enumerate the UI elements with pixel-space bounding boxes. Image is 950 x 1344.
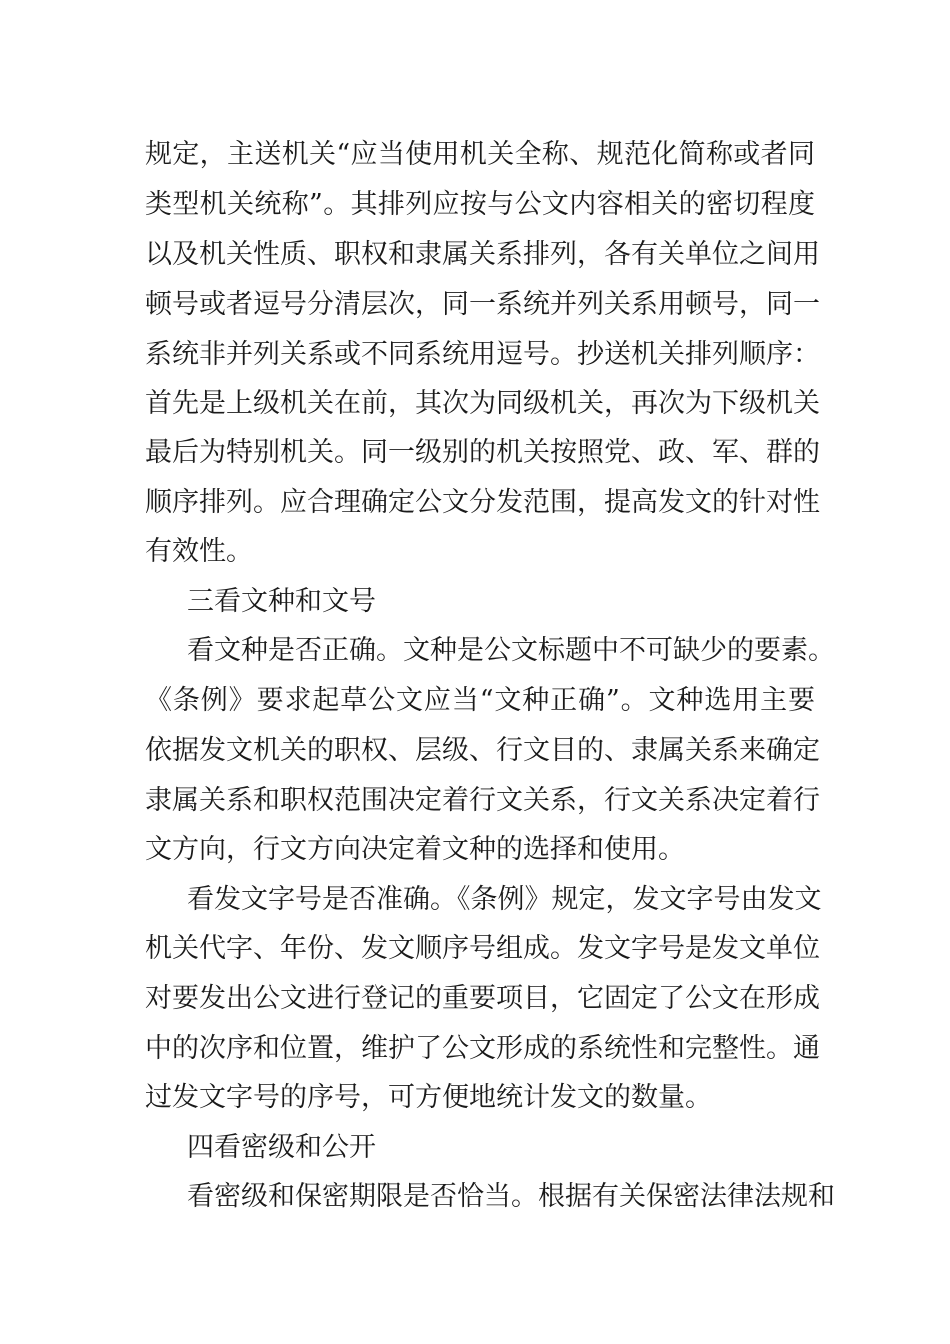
text-line: 系统非并列关系或不同系统用逗号。抄送机关排列顺序： — [145, 339, 820, 370]
text-line: 顺序排列。应合理确定公文分发范围，提高发文的针对性 — [145, 487, 820, 518]
text-line: 看密级和保密期限是否恰当。根据有关保密法律法规和 — [187, 1181, 835, 1212]
section-heading: 四看密级和公开 — [187, 1132, 376, 1163]
text-line: 看发文字号是否准确。《条例》规定，发文字号由发文 — [187, 884, 822, 915]
text-line: 机关代字、年份、发文顺序号组成。发文字号是发文单位 — [145, 933, 820, 964]
text-line: 规定，主送机关“应当使用机关全称、规范化简称或者同 — [145, 139, 815, 170]
text-line: 《条例》要求起草公文应当“文种正确”。文种选用主要 — [145, 685, 815, 716]
text-line: 首先是上级机关在前，其次为同级机关，再次为下级机关 — [145, 388, 820, 419]
text-line: 以及机关性质、职权和隶属关系排列，各有关单位之间用 — [145, 239, 820, 270]
text-line: 文方向，行文方向决定着文种的选择和使用。 — [145, 834, 685, 865]
text-line: 依据发文机关的职权、层级、行文目的、隶属关系来确定 — [145, 735, 820, 766]
text-line: 看文种是否正确。文种是公文标题中不可缺少的要素。 — [187, 635, 835, 666]
text-line: 最后为特别机关。同一级别的机关按照党、政、军、群的 — [145, 437, 820, 468]
section-heading: 三看文种和文号 — [187, 586, 376, 617]
text-line: 过发文字号的序号，可方便地统计发文的数量。 — [145, 1082, 712, 1113]
text-line: 类型机关统称”。其排列应按与公文内容相关的密切程度 — [145, 189, 815, 220]
text-line: 有效性。 — [145, 536, 253, 567]
text-line: 中的次序和位置，维护了公文形成的系统性和完整性。通 — [145, 1033, 820, 1064]
text-line: 隶属关系和职权范围决定着行文关系，行文关系决定着行 — [145, 785, 820, 816]
text-line: 顿号或者逗号分清层次，同一系统并列关系用顿号，同一 — [145, 289, 820, 320]
text-line: 对要发出公文进行登记的重要项目，它固定了公文在形成 — [145, 983, 820, 1014]
